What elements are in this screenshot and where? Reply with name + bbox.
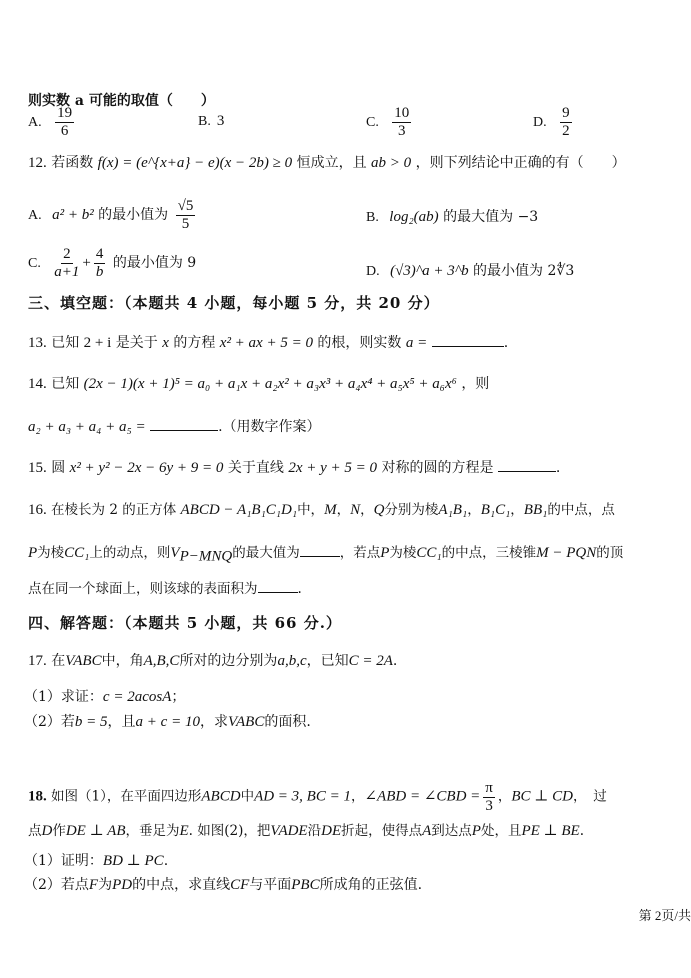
text: 为棱 <box>389 545 417 561</box>
text: . <box>503 335 509 351</box>
text: ， <box>510 502 524 518</box>
formula: M <box>324 502 337 518</box>
answer-blank[interactable] <box>258 580 298 593</box>
formula: ∠ABD = ∠CBD = <box>364 788 481 805</box>
q18-part-2 <box>24 876 422 894</box>
numerator: √5 <box>177 198 194 214</box>
text: . 如图(2)，把 <box>188 823 271 839</box>
text: 为 <box>98 877 113 893</box>
formula: a = <box>405 335 428 351</box>
page-number: 第 2页/共 <box>638 908 691 923</box>
option-label: D. <box>533 115 547 130</box>
formula: f(x) = (e^{x+a} − e)(x − 2b) ≥ 0 <box>97 155 293 171</box>
question-number: 18. <box>28 788 47 805</box>
text: 的根，则实数 <box>317 335 402 351</box>
text: ，则下列结论中正确的有（ ） <box>415 155 626 171</box>
formula: ABCD <box>201 788 241 805</box>
q11-option-c <box>366 105 414 139</box>
text: ，则 <box>461 376 490 392</box>
formula: DE <box>321 823 342 839</box>
formula: CC₁ <box>416 545 442 561</box>
question-number: 13. <box>28 335 47 351</box>
text: ，求 <box>199 714 228 730</box>
answer-blank[interactable] <box>432 334 504 347</box>
text: ， <box>360 502 374 518</box>
q16-line3 <box>28 580 302 597</box>
formula: A₁B₁ <box>438 502 468 518</box>
q13 <box>28 334 508 352</box>
text: 中，角 <box>101 653 144 669</box>
text: 的最小值为 2∜3 <box>473 263 575 279</box>
text: 沿 <box>307 823 322 839</box>
formula: E <box>179 823 189 839</box>
question-number: 12. <box>28 155 47 171</box>
text: 已知 <box>51 335 80 351</box>
text: .（用数字作案） <box>218 419 321 435</box>
option-label: A. <box>28 208 42 223</box>
q11-option-b <box>198 113 224 130</box>
text: 的方程 <box>173 335 216 351</box>
numerator: 2 <box>63 246 71 262</box>
denominator: a+1 <box>54 263 80 280</box>
numerator: 10 <box>394 105 410 121</box>
text: 的最大值为 <box>232 545 300 561</box>
text: . <box>579 823 585 839</box>
part-label: （1）证明： <box>24 853 103 869</box>
formula: AD = 3, BC = 1 <box>254 788 351 805</box>
fraction <box>560 105 572 139</box>
q14-line1 <box>28 375 489 393</box>
text: ； <box>171 689 186 705</box>
text: 的最大值为 −3 <box>443 209 539 225</box>
formula: x <box>162 335 169 351</box>
fraction <box>392 105 411 139</box>
q12-stem <box>28 154 626 172</box>
formula: x² + y² − 2x − 6y + 9 = 0 <box>69 460 224 476</box>
q15 <box>28 459 560 477</box>
formula: PE ⊥ BE <box>521 823 580 839</box>
question-number: 16. <box>28 502 47 518</box>
text: 关于直线 <box>227 460 284 476</box>
q16-line2 <box>28 544 623 566</box>
formula: c = 2acosA <box>102 689 172 705</box>
text: 若函数 <box>51 155 94 171</box>
text: ，且 <box>107 714 136 730</box>
formula: a + c = 10 <box>135 714 200 730</box>
q17-part-1 <box>24 688 185 706</box>
formula: log₂(ab) <box>389 209 439 225</box>
denominator: 2 <box>562 122 570 139</box>
answer-blank[interactable] <box>300 544 340 557</box>
numerator: 9 <box>562 105 570 121</box>
text: ， <box>467 502 481 518</box>
text: 已知 <box>51 376 80 392</box>
fraction <box>54 246 79 280</box>
formula: P <box>380 545 390 561</box>
numerator: 4 <box>95 246 104 262</box>
text: 如图（1），在平面四边形 <box>51 788 202 805</box>
q16-line1 <box>28 501 615 519</box>
q14-line2 <box>28 418 321 436</box>
text: 是关于 <box>115 335 158 351</box>
formula: C = 2A <box>348 653 393 669</box>
formula: P <box>471 823 481 839</box>
text: . <box>392 653 398 669</box>
part-label: （2）若点 <box>24 877 89 893</box>
text: 的最小值为 <box>98 207 169 223</box>
text: . <box>555 460 561 476</box>
option-label: D. <box>366 264 380 279</box>
text: 分别为棱 <box>384 502 439 518</box>
text: 所对的边分别为 <box>179 653 278 669</box>
part-label: （2）若 <box>24 714 75 730</box>
formula: A <box>422 823 432 839</box>
text: 在棱长为 2 的正方体 <box>51 502 177 518</box>
formula: PBC <box>291 877 320 893</box>
q17-stem <box>28 652 397 670</box>
text: 的中点，三棱锥 <box>441 545 537 561</box>
fraction <box>55 105 74 139</box>
option-label: B. <box>366 210 379 225</box>
formula: b = 5 <box>74 714 108 730</box>
text: 所成角的正弦值. <box>319 877 423 893</box>
answer-blank[interactable] <box>150 418 218 431</box>
text: 恒成立，且 <box>296 155 367 171</box>
text: 作 <box>52 823 66 839</box>
fraction <box>176 198 196 232</box>
text: 的顶 <box>596 545 624 561</box>
formula: BC ⊥ CD <box>511 788 573 805</box>
numerator: π <box>485 780 493 796</box>
text: 中， <box>297 502 325 518</box>
denominator: b <box>95 263 104 280</box>
question-number: 14. <box>28 376 47 392</box>
text: 的中点，点 <box>547 502 615 518</box>
option-label: A. <box>28 115 42 130</box>
text: 对称的圆的方程是 <box>381 460 494 476</box>
denominator: 3 <box>485 797 493 814</box>
text: ， 过 <box>572 788 607 805</box>
text: 点在同一个球面上，则该球的表面积为 <box>28 581 258 597</box>
text: . <box>297 581 302 597</box>
text: ， <box>497 788 512 805</box>
q17-part-2 <box>24 713 311 731</box>
formula: DE ⊥ AB <box>65 823 126 839</box>
text: 为棱 <box>37 545 65 561</box>
denominator: 5 <box>181 215 190 232</box>
formula: B₁C₁ <box>480 502 511 518</box>
formula: VADE <box>270 823 308 839</box>
text: 上的动点，则 <box>89 545 171 561</box>
text: 中 <box>240 788 255 805</box>
formula: x² + ax + 5 = 0 <box>219 335 313 351</box>
formula: 2x + y + 5 = 0 <box>288 460 377 476</box>
text: ，若点 <box>339 545 381 561</box>
q12-option-d <box>366 260 574 280</box>
formula: M − PQN <box>536 545 597 561</box>
formula: a,b,c <box>277 653 307 669</box>
numerator: 19 <box>57 105 73 121</box>
text: 点 <box>28 823 42 839</box>
part-label: （1）求证： <box>24 689 103 705</box>
text: ， <box>336 502 351 518</box>
denominator: 3 <box>398 122 406 139</box>
text: ，已知 <box>306 653 349 669</box>
section-4-heading: 四、解答题：（本题共 5 小题，共 66 分.） <box>28 614 342 632</box>
text: 的中点，求直线 <box>132 877 231 893</box>
q18-part-1 <box>24 852 168 870</box>
option-label: C. <box>366 115 379 130</box>
q12-option-c <box>28 246 196 280</box>
text: 的面积. <box>264 714 311 730</box>
text: ， <box>350 788 365 805</box>
text: 在 <box>51 653 66 669</box>
section-3-heading: 三、填空题：（本题共 4 小题，每小题 5 分，共 20 分） <box>28 294 440 312</box>
formula: V <box>170 545 180 561</box>
formula: (√3)^a + 3^b <box>390 263 469 279</box>
text: 到达点 <box>431 823 472 839</box>
plus-sign: + <box>82 255 91 271</box>
text: 圆 <box>51 460 66 476</box>
text: 与平面 <box>249 877 292 893</box>
formula: (2x − 1)(x + 1)⁵ = a₀ + a₁x + a₂x² + a₃x³ + a₄x⁴ + a₅x⁵ + a₆x⁶ <box>83 376 457 392</box>
formula: ab > 0 <box>371 155 412 171</box>
question-number: 17. <box>28 653 47 669</box>
question-number: 15. <box>28 460 47 476</box>
text: 折起，使得点 <box>341 823 423 839</box>
option-label: C. <box>28 256 41 271</box>
text: ，垂足为 <box>125 823 180 839</box>
formula: CF <box>230 877 250 893</box>
text: . <box>163 853 169 869</box>
formula: VABC <box>227 714 265 730</box>
formula: P <box>28 545 38 561</box>
text: 的最小值为 9 <box>112 255 197 271</box>
formula: VABC <box>65 653 102 669</box>
q11-option-a <box>28 105 77 139</box>
formula: BD ⊥ PC <box>102 853 164 869</box>
formula: a² + b² <box>52 207 94 223</box>
text: 处，且 <box>480 823 522 839</box>
answer-blank[interactable] <box>498 459 556 472</box>
formula: ABCD − A₁B₁C₁D₁ <box>180 502 298 518</box>
q11-stem: 则实数 a 可能的取值（ ） <box>28 93 215 109</box>
formula: A,B,C <box>143 653 180 669</box>
q11-option-d <box>533 105 575 139</box>
formula: CC₁ <box>64 545 90 561</box>
q12-option-a <box>28 198 198 232</box>
formula: PD <box>112 877 133 893</box>
formula: BB₁ <box>523 502 548 518</box>
formula: Q <box>373 502 385 518</box>
q18-line2 <box>28 822 584 840</box>
formula: N <box>350 502 361 518</box>
q18-line1 <box>28 780 607 814</box>
formula: F <box>88 877 99 893</box>
formula: 2 + i <box>83 335 112 351</box>
formula: a₂ + a₃ + a₄ + a₅ = <box>28 419 146 435</box>
q12-option-b <box>366 206 538 226</box>
denominator: 6 <box>60 122 69 139</box>
fraction <box>94 246 106 280</box>
formula: D <box>41 823 53 839</box>
fraction <box>483 780 495 814</box>
subscript: P−MNQ <box>179 548 233 565</box>
option-value: 3 <box>216 113 225 129</box>
option-label: B. <box>198 114 211 129</box>
